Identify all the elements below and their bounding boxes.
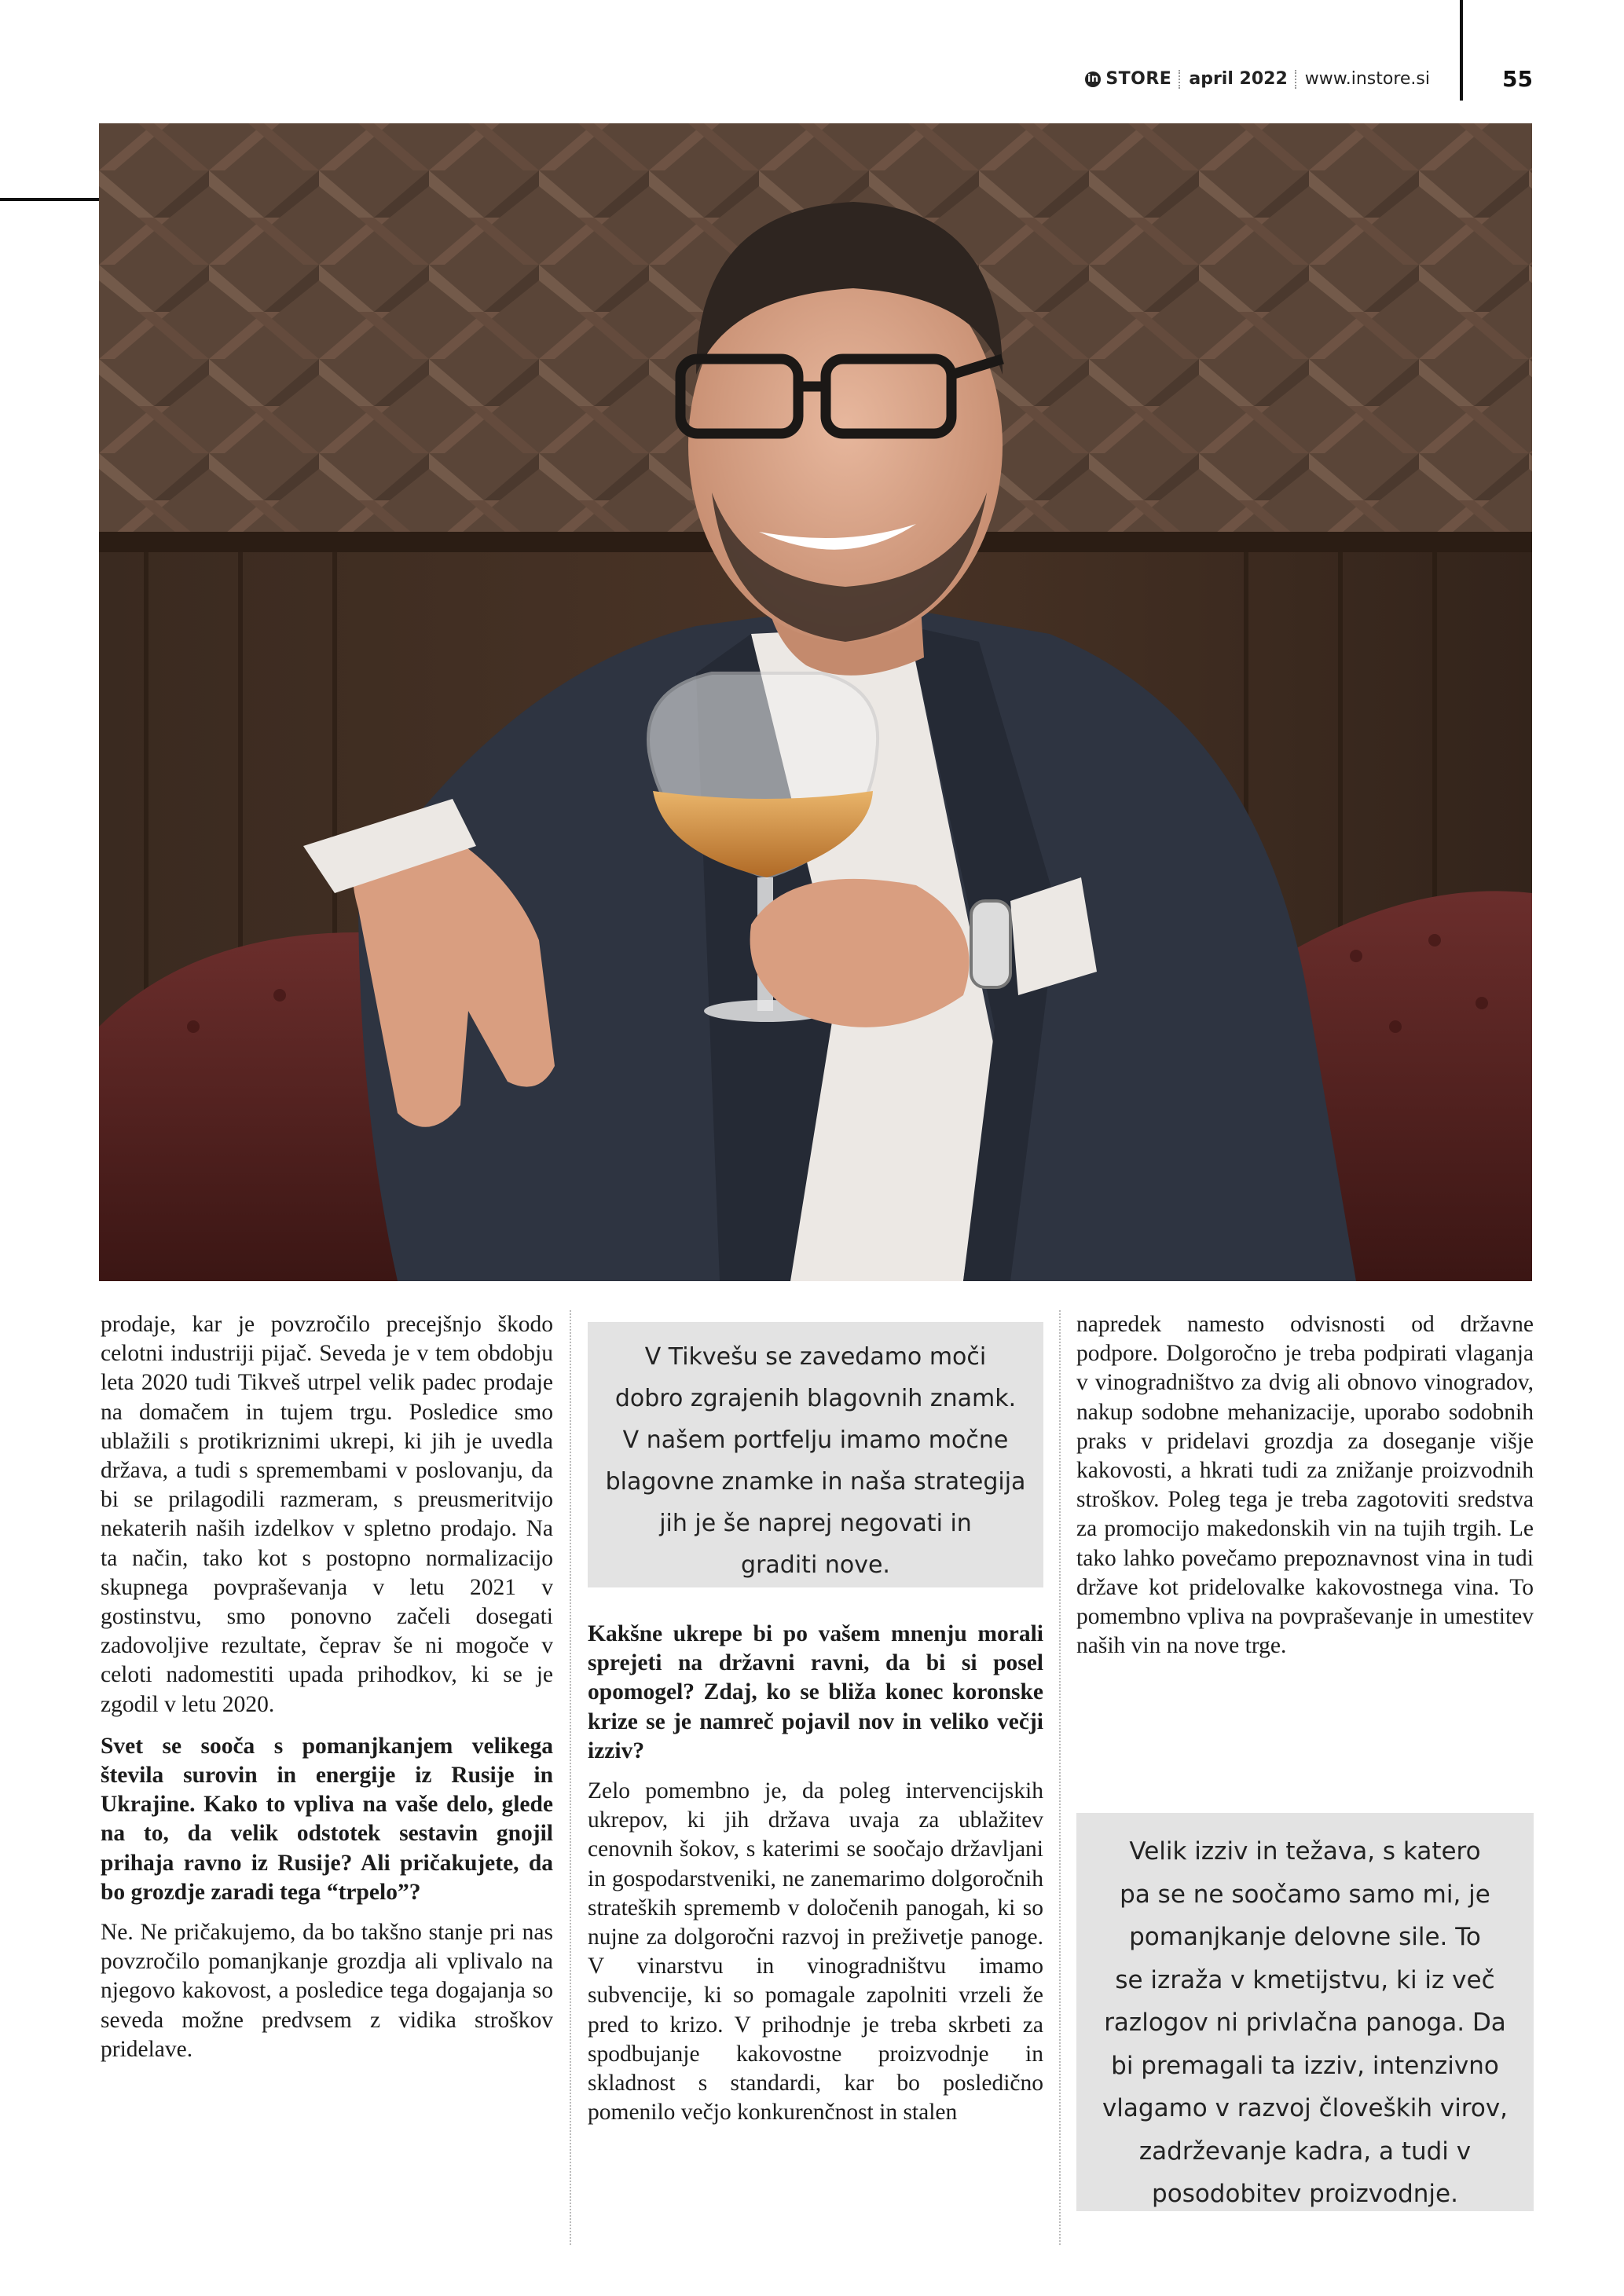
interview-answer: Zelo pomembno je, da poleg intervencijskih ukrepov, ki jih država uvaja za ublažitev cenovnih šokov, s katerimi se soočajo državljani in gospodarstveniki, ne zanemarimo dolgoročnih strateških sprememb v določenih panogah, ki so nujne za dolgoročni razvoj in preživetje panoge. V vinarstvu in vinogradništvu imamo subvencije, ki so pomagale zapolniti vrzeli že pred to krizo. V prihodnje je treba skrbeti za spodbujanje kakovostne proizvodnje in skladnost s standardi, kar bo posledično pomenilo večjo konkurenčnost in stalen — [588, 1778, 1043, 2126]
pull-quote-line: blagovne znamke in naša strategija — [605, 1468, 1026, 1496]
pull-quote-line: se izraža v kmetijstvu, ki iz več — [1115, 1965, 1495, 1994]
pull-quote-line: vlagamo v razvoj človeških virov, — [1102, 2094, 1509, 2122]
header-separator — [1295, 70, 1298, 89]
pull-quote-line: Velik izziv in težava, s katero — [1129, 1837, 1481, 1866]
pull-quote-line: posodobitev proizvodnje. — [1152, 2180, 1458, 2208]
pull-quote-line: zadrževanje kadra, a tudi v — [1138, 2137, 1472, 2166]
header-vertical-rule — [1460, 0, 1463, 101]
article-column-1 — [101, 1310, 553, 2064]
pull-quote-line: V našem portfelju imamo močne — [622, 1426, 1009, 1454]
photo-corner-rule — [0, 198, 99, 201]
pull-quote-line: dobro zgrajenih blagovnih znamk. — [614, 1385, 1017, 1412]
pull-quote-line: pomanjkanje delovne sile. To — [1129, 1923, 1481, 1951]
magazine-brand — [1085, 69, 1171, 89]
article-column-2 — [588, 1620, 1043, 2127]
header-separator — [1179, 70, 1182, 89]
column-divider — [570, 1310, 571, 2245]
wristwatch — [971, 901, 1010, 987]
website-url: www.instore.si — [1304, 69, 1430, 89]
article-column-3 — [1076, 1310, 1534, 1661]
instore-logo-icon: in — [1085, 71, 1101, 87]
running-header — [1021, 69, 1430, 89]
pull-quote-line: pa se ne soočamo samo mi, je — [1120, 1880, 1490, 1909]
column-divider — [1059, 1310, 1061, 2245]
issue-date: april 2022 — [1189, 69, 1288, 89]
page-number: 55 — [1502, 66, 1533, 92]
pull-quote — [588, 1322, 1043, 1587]
paragraph: napredek namesto odvisnosti od državne podpore. Dolgoročno je treba podpirati vlaganja v vinogradništvo za dvig ali obnovo vinogradov, nakup sodobne mehanizacije, uporabo sodobnih praks v pridelavi grozdja za doseganje višje kakovosti, a hkrati tudi za znižanje proizvodnih stroškov. Poleg tega je treba zagotoviti sredstva za promocijo makedonskih vin na tujih trgih. Le tako lahko povečamo prepoznavnost vina in tudi države kot pridelovalke kakovostnega vina. To pomembno vpliva na povpraševanje in umestitev naših vin na nove trge. — [1076, 1312, 1534, 1659]
pull-quote — [1076, 1813, 1534, 2211]
interview-question: Svet se sooča s pomanjkanjem velikega števila surovin in energije iz Rusije in Ukrajine. Kako to vpliva na vaše delo, glede na to, da velik odstotek sestavin gnojil prihaja ravno iz Rusije? Ali pričakujete, da bo grozdje zaradi tega “trpelo”? — [101, 1733, 553, 1905]
paragraph: prodaje, kar je povzročilo precejšnjo škodo celotni industriji pijač. Seveda je v tem obdobju leta 2020 tudi Tikveš utrpel velik padec prodaje na domačem in tujem trgu. Posledice smo ublažili s protikriznimi ukrepi, ki jih je uvedla država, a tudi s spremembami v poslovanju, da bi se prilagodili razmeram, s preusmeritvijo nekaterih naših izdelkov v spletno prodajo. Na ta način, tako kot s postopno normalizacijo skupnega povpraševanja v letu 2021 v gostinstvu, smo ponovno začeli dosegati zadovoljive rezultate, čeprav še ni mogoče v celoti nadomestiti upada prihodkov, ki se je zgodil v letu 2020. — [101, 1312, 553, 1717]
brand-name: STORE — [1105, 69, 1172, 89]
right-hand — [750, 879, 970, 1027]
pull-quote-line: graditi nove. — [741, 1551, 890, 1579]
pull-quote-line: razlogov ni privlačna panoga. Da — [1104, 2009, 1506, 2037]
interview-question: Kakšne ukrepe bi po vašem mnenju morali sprejeti na državni ravni, da bi si posel opomogel? Zdaj, ko se bliža konec koronske krize se je namreč pojavil nov in veliko večji izziv? — [588, 1621, 1043, 1763]
interview-answer: Ne. Ne pričakujemo, da bo takšno stanje pri nas povzročilo pomanjkanje grozdja ali vplivalo na njegovo kakovost, a posledice tega dogajanja so seveda možne predvsem z vidika stroškov pridelave. — [101, 1920, 553, 2062]
pull-quote-line: V Tikvešu se zavedamo moči — [644, 1343, 987, 1371]
pull-quote-line: jih je še naprej negovati in — [659, 1510, 972, 1537]
portrait-photo — [99, 123, 1532, 1281]
pull-quote-line: bi premagali ta izziv, intenzivno — [1111, 2051, 1499, 2080]
